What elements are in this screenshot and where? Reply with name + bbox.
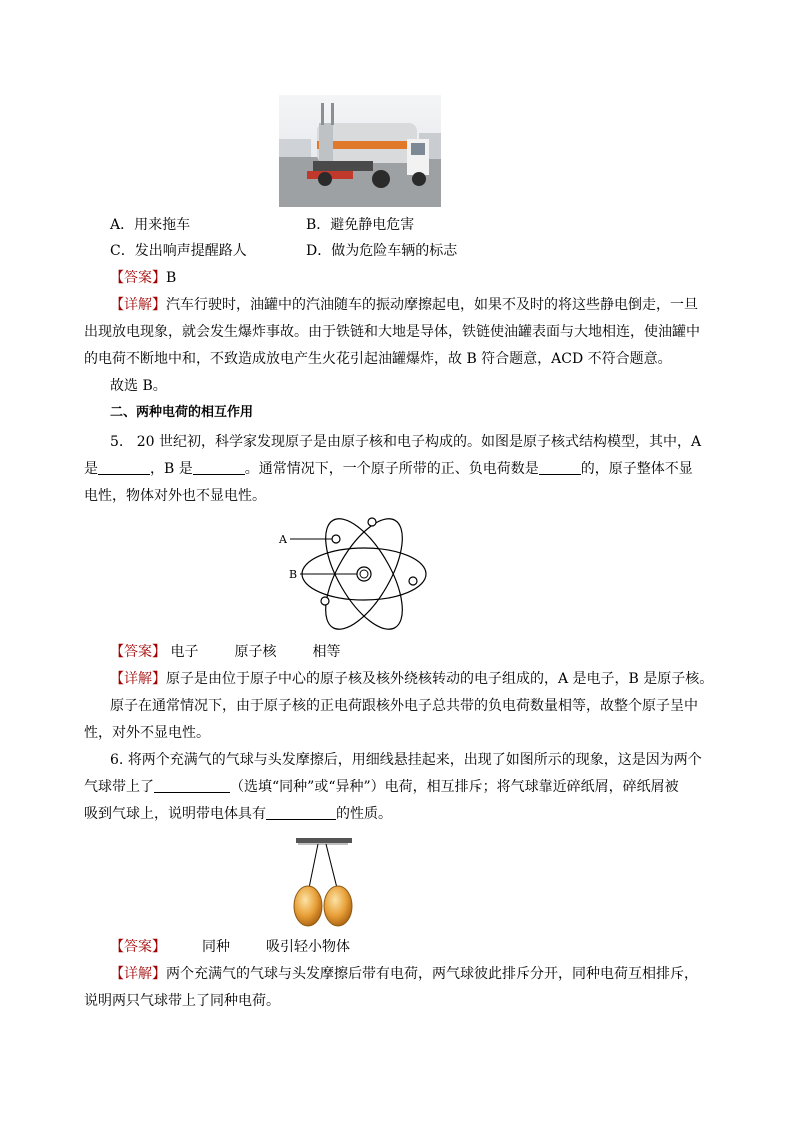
electron [332, 535, 340, 543]
option-c[interactable]: C．发出响声提醒路人 [110, 243, 247, 259]
blank-a[interactable] [98, 460, 150, 475]
option-a[interactable]: A．用来拖车 [110, 217, 191, 233]
q5-line-2: 是 ，B 是 。通常情况下，一个原子所带的正、负电荷数是 的，原子整体不显 [84, 461, 693, 477]
label-b: B [289, 568, 298, 581]
answer-label: 【答案】 [110, 939, 166, 955]
q6-detail-line-1: 【详解】两个充满气的气球与头发摩擦后带有电荷，两气球彼此排斥分开，同种电荷互相排斥， [110, 966, 698, 982]
label-a: A [279, 533, 287, 546]
q4-conclusion: 故选 B。 [110, 378, 167, 394]
q6-line-2: 气球带上了 （选填“同种”或“异种”）电荷，相互排斥；将气球靠近碎纸屑，碎纸屑被 [84, 779, 679, 795]
tanker-truck-photo [279, 95, 441, 207]
answer-2: 吸引轻小物体 [266, 939, 350, 955]
electron [368, 518, 376, 526]
answer-1: 电子 [170, 644, 199, 660]
electron [409, 577, 417, 585]
answer-value: B [166, 270, 177, 286]
q6-line-1: 6. 将两个充满气的气球与头发摩擦后，用细线悬挂起来，出现了如图所示的现象，这是因为两个 [110, 752, 702, 768]
detail-label: 【详解】 [110, 297, 166, 313]
q5-detail-line-2: 原子在通常情况下，由于原子核的正电荷跟核外电子总共带的负电荷数量相等，故整个原子呈中 [110, 698, 698, 714]
balloons-diagram [284, 838, 364, 934]
q5-answer [110, 642, 730, 662]
q6-detail-line-2: 说明两只气球带上了同种电荷。 [84, 993, 280, 1009]
detail-label: 【详解】 [110, 966, 166, 982]
q5-detail-line-3: 性，对外不显电性。 [84, 725, 210, 741]
answer-1: 同种 [202, 939, 230, 955]
blank-c[interactable] [539, 460, 581, 475]
answer-2: 原子核 [234, 644, 277, 660]
electron [321, 597, 329, 605]
option-d[interactable]: D．做为危险车辆的标志 [306, 243, 458, 259]
answer-label: 【答案】 [110, 270, 166, 286]
blank-property[interactable] [266, 805, 336, 820]
q6-line-3: 吸到气球上，说明带电体具有 的性质。 [84, 806, 392, 822]
q4-detail-line-1: 【详解】汽车行驶时，油罐中的汽油随车的振动摩擦起电，如果不及时的将这些静电倒走，一旦 [110, 297, 698, 313]
blank-charge-type[interactable] [154, 778, 230, 793]
section-heading: 二、两种电荷的相互作用 [110, 405, 254, 420]
balloon-left [294, 886, 322, 926]
q6-answer [110, 937, 730, 957]
atom-diagram [276, 512, 456, 636]
q5-line-3: 电性，物体对外也不显电性。 [84, 488, 266, 504]
q4-detail-line-2: 出现放电现象，就会发生爆炸事故。由于铁链和大地是导体，铁链使油罐表面与大地相连，使油罐中 [84, 324, 700, 340]
answer-3: 相等 [312, 644, 341, 660]
balloon-right [324, 886, 352, 926]
answer-label: 【答案】 [110, 644, 166, 660]
q5-line-1: 5. 20 世纪初，科学家发现原子是由原子核和电子构成的。如图是原子核式结构模型，其中，A [110, 434, 702, 450]
option-b[interactable]: B．避免静电危害 [306, 217, 415, 233]
q4-answer [110, 268, 730, 288]
detail-label: 【详解】 [110, 671, 166, 687]
q4-detail-line-3: 的电荷不断地中和，不致造成放电产生火花引起油罐爆炸，故 B 符合题意，ACD 不符合题意。 [84, 351, 672, 367]
q5-detail-line-1: 【详解】原子是由位于原子中心的原子核及核外绕核转动的电子组成的，A 是电子，B 是原子核。 [110, 671, 714, 687]
blank-b[interactable] [193, 460, 245, 475]
